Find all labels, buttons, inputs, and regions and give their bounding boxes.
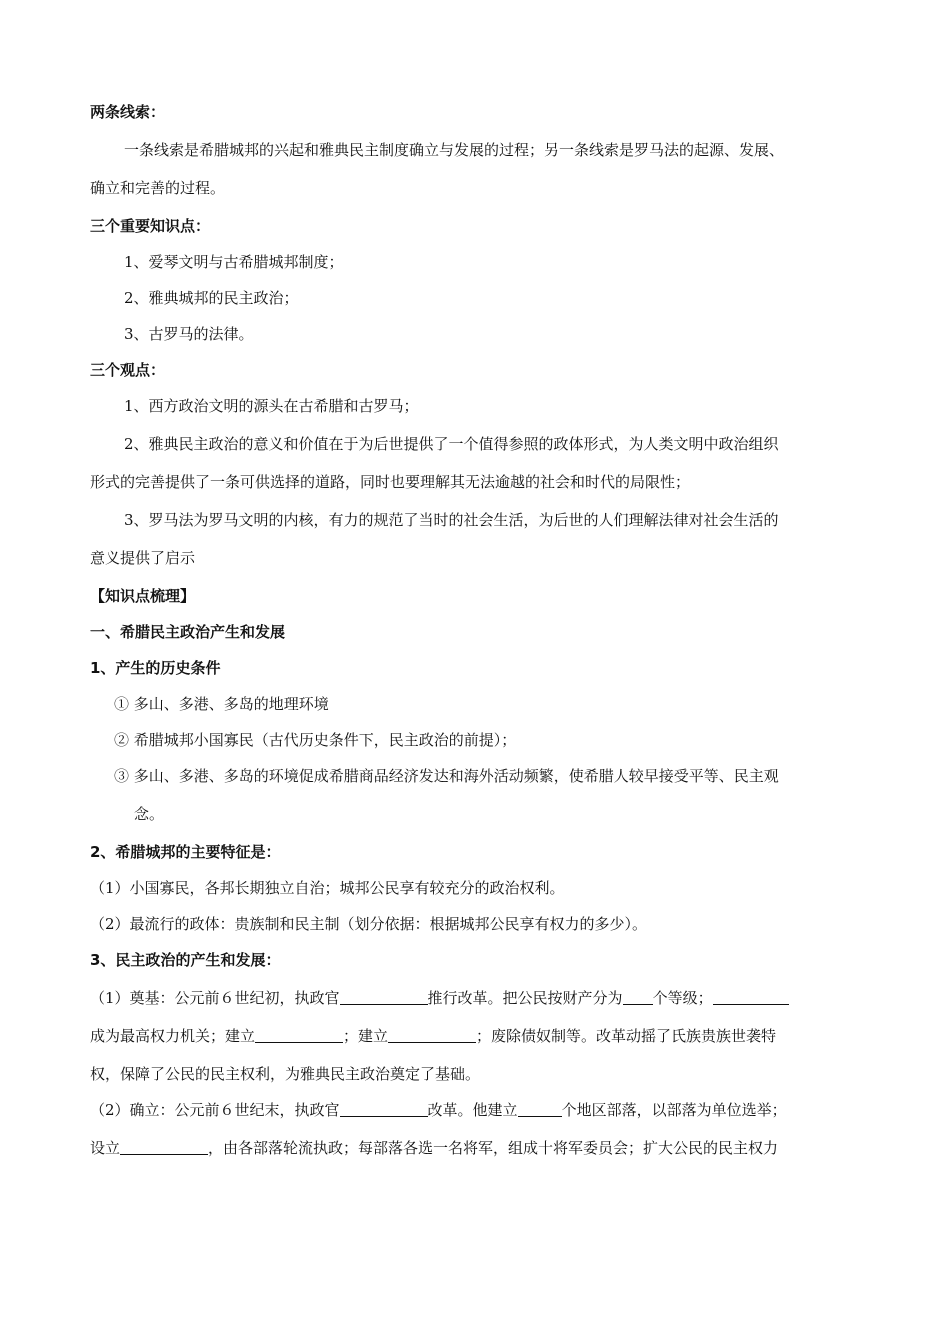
subsection-1-title: 1、产生的历史条件 xyxy=(90,659,221,677)
text-segment: （2）确立：公元前６世纪末，执政官 xyxy=(90,1101,340,1119)
fill-blank[interactable] xyxy=(255,1028,343,1043)
text-segment: （1）奠基：公元前６世纪初，执政官 xyxy=(90,989,340,1007)
fill-blank[interactable] xyxy=(518,1102,562,1117)
view-3-line-1: 3、罗马法为罗马文明的内核，有力的规范了当时的社会生活，为后世的人们理解法律对社会生活的 xyxy=(124,511,779,529)
point-item: 3、古罗马的法律。 xyxy=(124,325,254,343)
feature-1: （1）小国寡民，各邦长期独立自治；城邦公民享有较充分的政治权利。 xyxy=(90,879,565,897)
review-heading: 【知识点梳理】 xyxy=(90,587,196,605)
two-clues-line-1: 一条线索是希腊城邦的兴起和雅典民主制度确立与发展的过程；另一条线索是罗马法的起源、发展、 xyxy=(124,141,785,159)
condition-3-line-2: 念。 xyxy=(134,805,165,823)
fill-blank[interactable] xyxy=(623,990,653,1005)
view-2-line-2: 形式的完善提供了一条可供选择的道路，同时也要理解其无法逾越的社会和时代的局限性； xyxy=(90,473,691,491)
three-views-heading: 三个观点： xyxy=(90,361,166,379)
text-segment: 设立 xyxy=(90,1139,121,1157)
view-3-line-2: 意义提供了启示 xyxy=(90,549,196,567)
section-1-title: 一、希腊民主政治产生和发展 xyxy=(90,623,286,641)
condition-3-line-1: ③ 多山、多港、多岛的环境促成希腊商品经济发达和海外活动频繁，使希腊人较早接受平等、民主观 xyxy=(114,767,779,785)
solon-reform-line-3: 权，保障了公民的民主权利，为雅典民主政治奠定了基础。 xyxy=(90,1065,481,1083)
text-segment: 个地区部落，以部落为单位选举； xyxy=(561,1101,787,1119)
text-segment: 推行改革。把公民按财产分为 xyxy=(427,989,623,1007)
view-1: 1、西方政治文明的源头在古希腊和古罗马； xyxy=(124,397,419,415)
view-2-line-1: 2、雅典民主政治的意义和价值在于为后世提供了一个值得参照的政体形式，为人类文明中政治组织 xyxy=(124,435,779,453)
solon-reform-line-2 xyxy=(90,1026,776,1046)
text-segment: 个等级； xyxy=(652,989,713,1007)
text-segment: ，由各部落轮流执政；每部落各选一名将军，组成十将军委员会；扩大公民的民主权力 xyxy=(208,1139,779,1157)
three-points-heading: 三个重要知识点： xyxy=(90,217,211,235)
subsection-2-title: 2、希腊城邦的主要特征是： xyxy=(90,843,281,861)
two-clues-heading: 两条线索： xyxy=(90,103,166,121)
fill-blank[interactable] xyxy=(388,1028,476,1043)
fill-blank[interactable] xyxy=(120,1140,208,1155)
condition-1: ① 多山、多港、多岛的地理环境 xyxy=(114,695,329,713)
two-clues-line-2: 确立和完善的过程。 xyxy=(90,179,226,197)
fill-blank[interactable] xyxy=(340,990,428,1005)
fill-blank[interactable] xyxy=(713,990,789,1005)
condition-2: ② 希腊城邦小国寡民（古代历史条件下，民主政治的前提）； xyxy=(114,731,517,749)
text-segment: 成为最高权力机关；建立 xyxy=(90,1027,256,1045)
point-item: 1、爱琴文明与古希腊城邦制度； xyxy=(124,253,344,271)
solon-reform-line-1 xyxy=(90,988,789,1008)
point-item: 2、雅典城邦的民主政治； xyxy=(124,289,299,307)
subsection-3-title: 3、民主政治的产生和发展： xyxy=(90,951,281,969)
text-segment: ；建立 xyxy=(343,1027,389,1045)
cleisthenes-reform-line-2 xyxy=(90,1138,778,1158)
text-segment: ；废除债奴制等。改革动摇了氏族贵族世袭特 xyxy=(476,1027,777,1045)
feature-2: （2）最流行的政体：贵族制和民主制（划分依据：根据城邦公民享有权力的多少）。 xyxy=(90,915,648,933)
fill-blank[interactable] xyxy=(340,1102,428,1117)
text-segment: 改革。他建立 xyxy=(427,1101,518,1119)
cleisthenes-reform-line-1 xyxy=(90,1100,787,1120)
